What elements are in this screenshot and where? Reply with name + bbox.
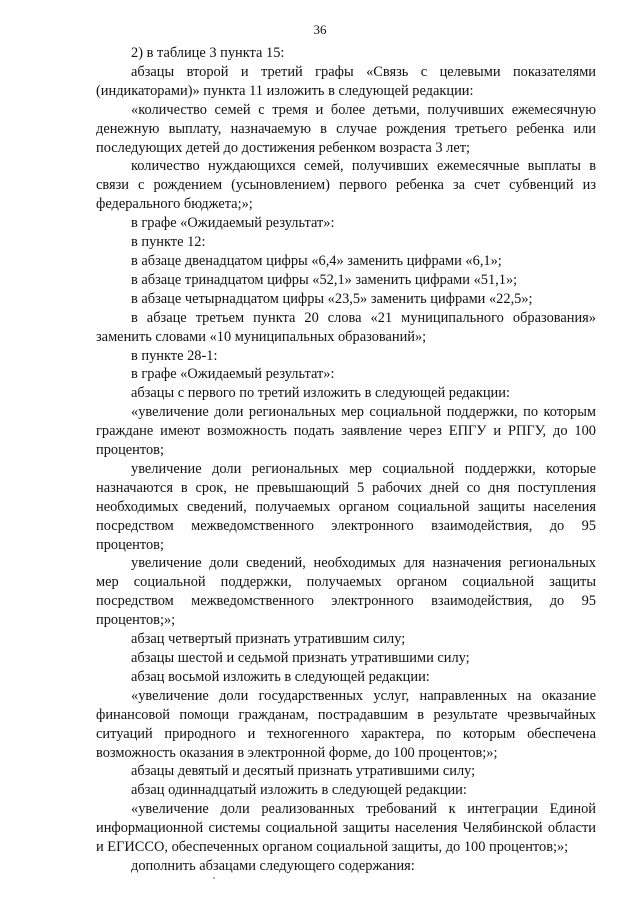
paragraph: увеличение доли региональных мер социальной поддержки, которые назначаются в срок, не превышающий 5 рабочих дней со дня поступления необходимых сведений, получаемых органом социальной защиты населения посредством межведомственного электронного взаимодействия, до 95 процентов;: [96, 460, 596, 553]
paragraph: «увеличение доли государственных услуг, направленных на оказание финансовой помощи гражданам, пострадавшим в результате чрезвычайных ситуаций природного и техногенного характера, по которым обеспечена возможность оказания в электронной форме, до 100 процентов;»;: [96, 687, 596, 761]
paragraph: «количество семей с тремя и более детьми, получивших ежемесячную денежную выплату, назначаемую в случае рождения третьего ребенка или последующих детей до достижения ребенком возраста 3 лет;: [96, 101, 596, 156]
paragraph: в абзаце тринадцатом цифры «52,1» заменить цифрами «51,1»;: [131, 271, 518, 288]
paragraph: дополнить абзацами следующего содержания:: [131, 857, 415, 874]
paragraph: увеличение доли сведений, необходимых для назначения региональных мер социальной поддержки, получаемых органом социальной защиты посредством межведомственного электронного взаимодействия, до 95 процентов;»;: [96, 555, 596, 629]
document-body: [96, 44, 596, 876]
paragraph: в абзаце четырнадцатом цифры «23,5» заменить цифрами «22,5»;: [131, 290, 533, 307]
paragraph: в графе «Ожидаемый результат»:: [131, 366, 335, 383]
paragraph: 2) в таблице 3 пункта 15:: [131, 45, 285, 61]
paragraph: в пункте 28-1:: [131, 347, 218, 364]
paragraph: абзацы девятый и десятый признать утратившими силу;: [131, 763, 476, 780]
paragraph: в графе «Ожидаемый результат»:: [131, 215, 335, 232]
paragraph: «увеличение доли региональных мер социальной поддержки, по которым граждане имеют возможность подать заявление через ЕПГУ и РПГУ, до 100 процентов;: [96, 404, 596, 459]
page-number: 36: [313, 22, 327, 37]
paragraph: абзац одиннадцатый изложить в следующей редакции:: [131, 782, 467, 799]
paragraph: абзацы с первого по третий изложить в следующей редакции:: [131, 385, 510, 402]
paragraph: «увеличение доли реализованных требований к интеграции Единой информационной системы социальной защиты населения Челябинской области и ЕГИССО, обеспеченных органом социальной защиты, до 100 процентов;»;: [96, 801, 596, 856]
scan-speck: [213, 877, 215, 879]
paragraph: в абзаце двенадцатом цифры «6,4» заменить цифрами «6,1»;: [131, 252, 502, 269]
paragraph: абзацы второй и третий графы «Связь с целевыми показателями (индикаторами)» пункта 11 изложить в следующей редакции:: [96, 63, 596, 99]
paragraph: в абзаце третьем пункта 20 слова «21 муниципального образования» заменить словами «10 муниципальных образований»;: [96, 309, 596, 345]
paragraph: абзацы шестой и седьмой признать утратившими силу;: [131, 650, 470, 666]
paragraph: абзац четвертый признать утратившим силу;: [131, 631, 406, 648]
paragraph: абзац восьмой изложить в следующей редакции:: [131, 668, 430, 685]
paragraph: в пункте 12:: [131, 234, 206, 251]
paragraph: количество нуждающихся семей, получивших ежемесячные выплаты в связи с рождением (усыновлением) первого ребенка за счет субвенций из федерального бюджета;»;: [96, 158, 596, 213]
